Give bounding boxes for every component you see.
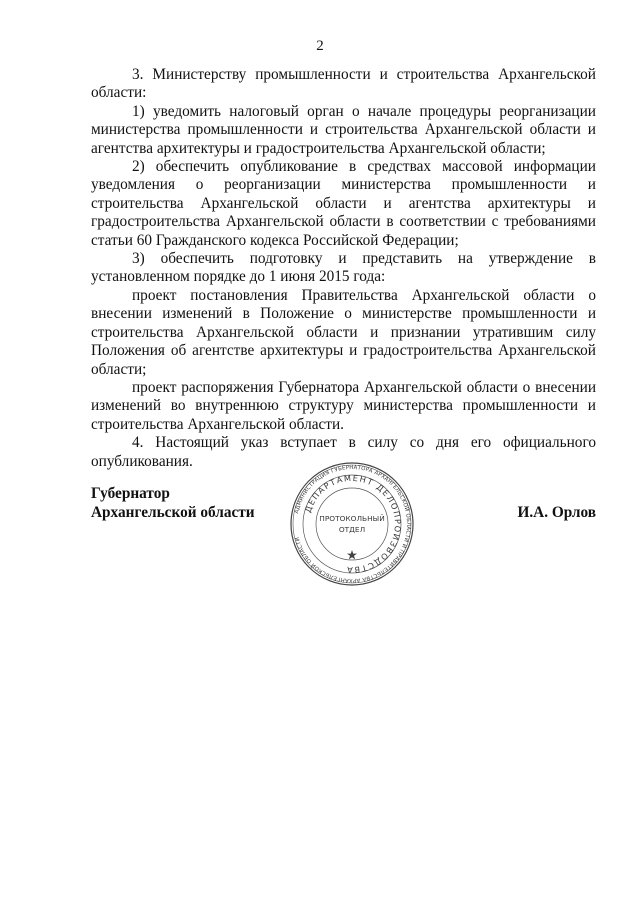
official-stamp bbox=[289, 461, 415, 587]
signatory-name: И.А. Орлов bbox=[517, 503, 596, 521]
paragraph-subitem-1: 1) уведомить налоговый орган о начале процедуры реорганизации министерства промышленности и строительства Архангельской области и агентства архитектуры и градостроительства Архангельской области; bbox=[91, 102, 596, 157]
document-body bbox=[91, 66, 596, 471]
paragraph-draft-resolution: проект постановления Правительства Архангельской области о внесении изменений в Положение о министерстве промышленности и строительства Архангельской области и признании утратившим силу Положения об агентстве архитектуры и градостроительства Архангельской области; bbox=[91, 286, 596, 378]
signature-block bbox=[91, 464, 596, 605]
signatory-title-line2: Архангельской области bbox=[91, 503, 255, 521]
signatory-title-line1: Губернатор bbox=[91, 485, 170, 502]
seal-center-line1: ПРОТОКОЛЬНЫЙ bbox=[319, 514, 385, 523]
paragraph-subitem-3: 3) обеспечить подготовку и представить на утверждение в установленном порядке до 1 июня 2015 года: bbox=[91, 250, 596, 286]
star-icon bbox=[347, 550, 357, 559]
seal-center-line2: ОТДЕЛ bbox=[338, 525, 366, 534]
seal-outer-text: АДМИНИСТРАЦИЯ ГУБЕРНАТОРА АРХАНГЕЛЬСКОЙ ОБЛАСТИ И ПРАВИТЕЛЬСТВА АРХАНГЕЛЬСКОЙ ОБЛАСТИ bbox=[294, 464, 412, 584]
seal-inner-text: ДЕПАРТАМЕНТ ДЕЛОПРОИЗВОДСТВА bbox=[302, 472, 404, 576]
paragraph-subitem-2: 2) обеспечить опубликование в средствах массовой информации уведомления о реорганизации министерства промышленности и строительства Архангельской области и агентства архитектуры и градостроительства Архангельской области в соответствии с требованиями статьи 60 Гражданского кодекса Российской Федерации; bbox=[91, 158, 596, 249]
signatory-title bbox=[91, 485, 255, 522]
paragraph-draft-order: проект распоряжения Губернатора Архангельской области о внесении изменений во внутреннюю структуру министерства промышленности и строительства Архангельской области. bbox=[91, 378, 596, 433]
paragraph-item-3: 3. Министерству промышленности и строительства Архангельской области: bbox=[91, 66, 596, 102]
paragraph-item-4: 4. Настоящий указ вступает в силу со дня его официального опубликования. bbox=[91, 434, 596, 470]
page-number: 2 bbox=[316, 38, 324, 54]
